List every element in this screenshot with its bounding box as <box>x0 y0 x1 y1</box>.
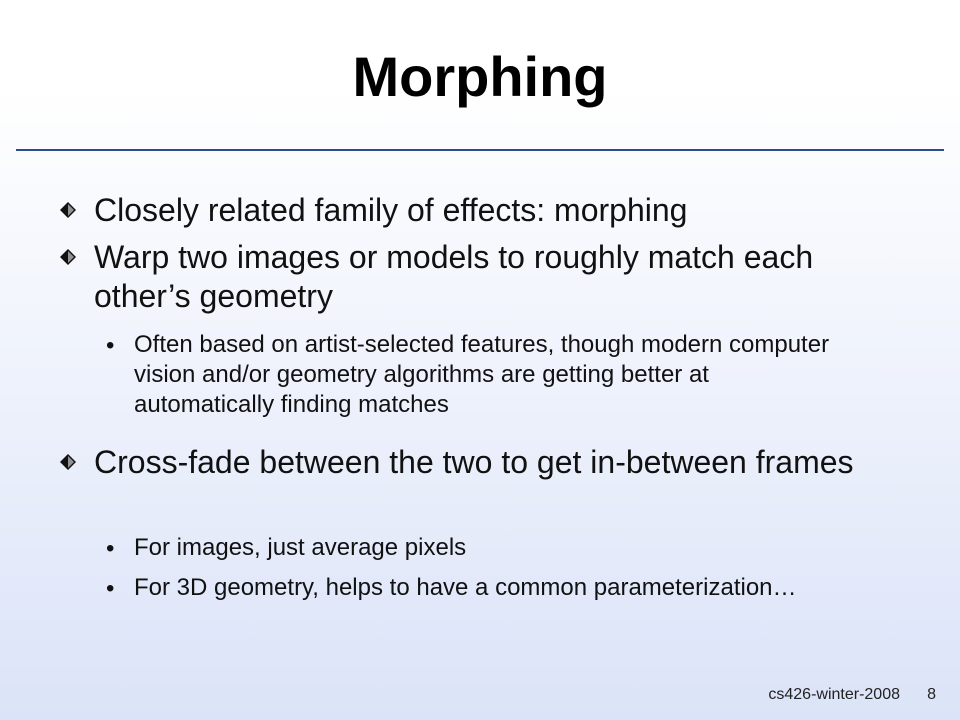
sub-bullet-text: For 3D geometry, helps to have a common parameterization… <box>134 574 797 601</box>
sub-bullet-text: For images, just average pixels <box>134 534 467 561</box>
sub-bullet-item-3-2 <box>106 573 854 603</box>
diamond-bullet-icon <box>60 454 76 470</box>
sub-bullet-text: Often based on artist-selected features, though modern computer vision and/or geometry algorithms are getting better at automatically finding matches <box>134 331 830 418</box>
diamond-bullet-icon <box>60 202 76 218</box>
page-number: 8 <box>927 686 936 703</box>
sub-bullet-item-3-1 <box>106 533 854 563</box>
bullet-item-2 <box>94 238 884 316</box>
dot-bullet-icon: • <box>106 332 115 359</box>
dot-bullet-icon: • <box>106 535 115 562</box>
dot-bullet-icon: • <box>106 575 115 602</box>
bullet-item-3 <box>94 443 884 482</box>
bullet-text: Warp two images or models to roughly match each other’s geometry <box>94 239 814 314</box>
sub-bullet-item-2-1 <box>106 330 854 420</box>
diamond-bullet-icon <box>60 249 76 265</box>
footer-course-label: cs426-winter-2008 <box>768 686 900 703</box>
bullet-item-1 <box>94 191 884 230</box>
bullet-text: Cross-fade between the two to get in-between frames <box>94 444 854 480</box>
slide-title: Morphing <box>352 45 608 108</box>
bullet-text: Closely related family of effects: morphing <box>94 192 688 228</box>
